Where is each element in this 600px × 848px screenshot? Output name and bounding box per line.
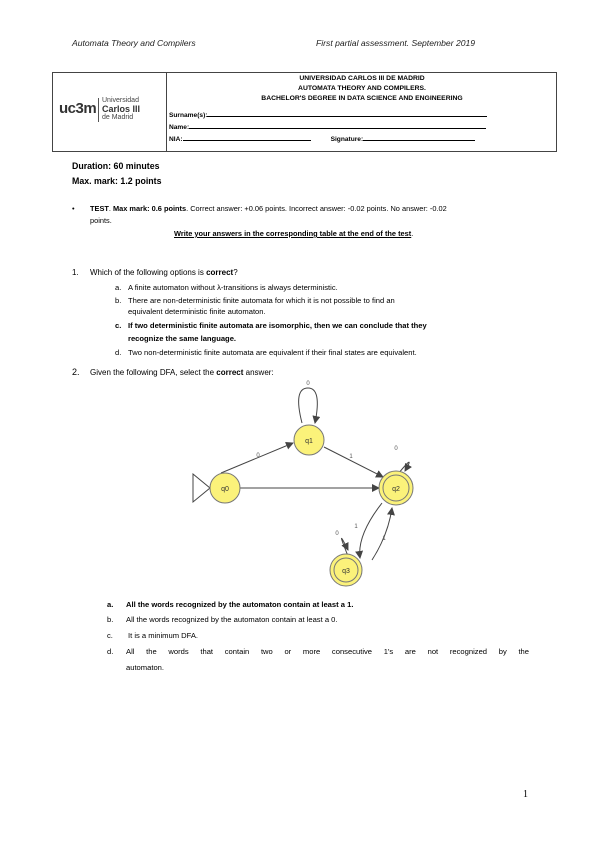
q1-option-d: Two non-deterministic finite automata are equivalent if their final states are equivalent. [128,348,417,357]
q1-option-c-letter: c. [115,321,122,330]
surname-label: Surname(s): [169,112,208,119]
test-scoring-cont: points. [90,216,112,225]
loop-q3 [342,538,349,556]
q2-option-a: All the words recognized by the automaton contain at least a 1. [126,600,354,609]
q1-option-d-letter: d. [115,348,122,357]
label-q2: q2 [392,486,400,493]
q1-option-b: There are non-deterministic finite automata for which it is not possible to find an [128,296,395,305]
edge-q1-q2 [324,447,383,477]
header-course: Automata Theory and Compilers [72,38,196,48]
q1-emph: correct [206,268,234,277]
max-mark-label: Max. mark: [72,176,118,186]
q2-option-d: All the words that contain two or more consecutive 1's are not recognized by the [126,647,529,656]
label-loop-q1: 0 [306,381,310,387]
test-instruction-text: Write your answers in the corresponding table at the end of the test [174,229,412,238]
test-rules: TEST. Max mark: 0.6 points. Correct answer: +0.06 points. Incorrect answer: -0.02 points. No answer: -0.02 [90,204,447,213]
test-bullet: • [72,204,75,213]
nia-label: NIA: [169,136,183,143]
test-scoring: . Correct answer: +0.06 points. Incorrect answer: -0.02 points. No answer: -0.02 [186,204,447,213]
q2-option-c-letter: c. [107,631,113,640]
q2-number: 2. [72,367,80,377]
label-q0: q0 [221,486,229,493]
test-label: TEST [90,204,109,213]
label-loop-q2: 0 [394,446,398,452]
label-q1: q1 [305,438,313,445]
degree-name: BACHELOR'S DEGREE IN DATA SCIENCE AND ENGINEERING [261,95,463,102]
edge-q2-q3 [360,503,382,558]
label-edge-q2-q3: 1 [354,524,358,530]
edge-q3-q2 [372,508,392,560]
label-edge-q1-q2: 1 [349,454,353,460]
logo-line-2: Carlos III [102,104,141,114]
q1-option-a: A finite automaton without λ-transitions is always deterministic. [128,283,338,292]
q1-stem: Which of the following options is correct? [90,268,238,277]
q1-option-c: If two deterministic finite automata are isomorphic, then we can conclude that they [128,321,427,330]
q1-option-b-cont: equivalent deterministic finite automaton. [128,307,266,316]
q2-option-b: All the words recognized by the automaton contain at least a 0. [126,615,338,624]
test-max-mark: Max mark: 0.6 points [113,204,187,213]
q2-stem: Given the following DFA, select the correct answer: [90,368,274,377]
logo-line-3: de Madrid [102,114,134,121]
institution-name: UNIVERSIDAD CARLOS III DE MADRID [299,75,425,82]
initial-state-arrow [193,474,210,502]
q2-option-c: It is a minimum DFA. [128,631,199,640]
logo-line-1: Universidad [102,97,139,104]
q1-option-b-letter: b. [115,296,122,305]
test-instruction: Write your answers in the corresponding table at the end of the test. [174,229,414,238]
q2-option-b-letter: b. [107,615,114,624]
label-edge-q0-q1: 0 [256,453,260,459]
q2-option-d-letter: d. [107,647,114,656]
header-assessment: First partial assessment. September 2019 [316,38,476,48]
q1-option-c-cont: recognize the same language. [128,334,237,343]
label-loop-q3: 0 [335,531,339,537]
q2-option-a-letter: a. [107,600,114,609]
q1-option-a-letter: a. [115,283,122,292]
page-number: 1 [523,789,528,800]
max-mark-value: 1.2 points [120,176,162,186]
duration-label: Duration: [72,161,112,171]
signature-label: Signature: [330,136,364,143]
name-label: Name: [169,124,190,131]
duration-value: 60 minutes [113,161,160,171]
q2-emph: correct [216,368,244,377]
logo-mark: uc3m [59,100,97,117]
q2-option-d-cont: automaton. [126,663,164,672]
label-edge-q3-q2: 1 [382,536,386,542]
course-name: AUTOMATA THEORY AND COMPILERS. [298,85,426,92]
label-q3: q3 [342,568,350,575]
loop-q1 [299,388,318,423]
q1-number: 1. [72,268,79,277]
